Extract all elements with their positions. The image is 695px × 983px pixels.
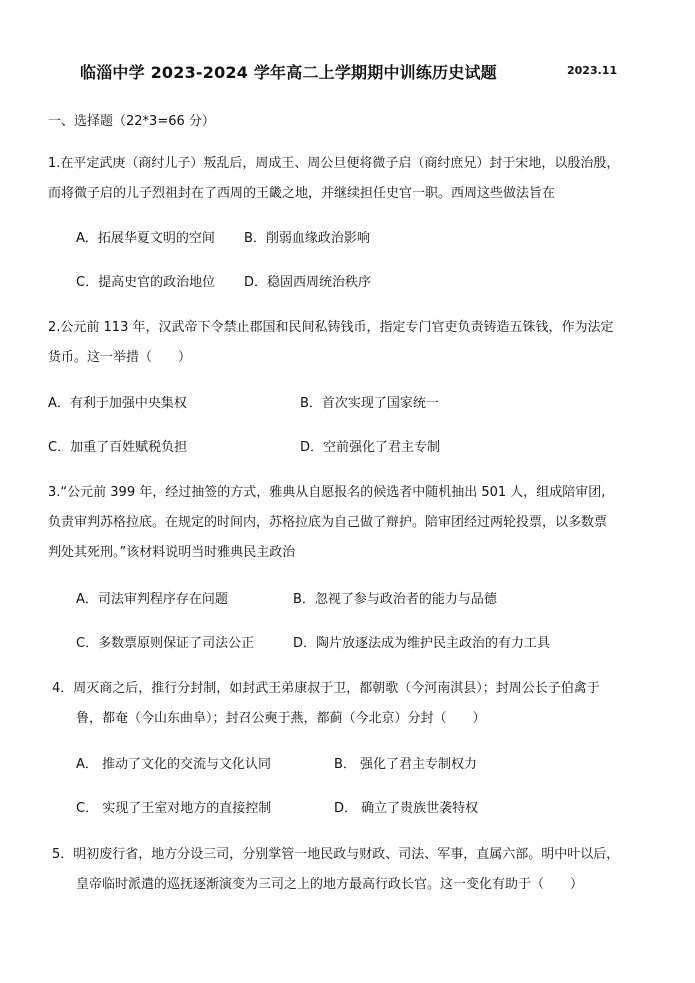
- header: [80, 60, 640, 84]
- question-3-option-c: C．多数票原则保证了司法公正: [76, 636, 255, 651]
- question-4-line-2: 鲁，都奄（今山东曲阜）；封召公奭于燕，都蓟（今北京）分封（ ）: [76, 711, 486, 726]
- question-1-option-b: B．削弱血缘政治影响: [244, 231, 370, 246]
- question-4-option-d: D． 确立了贵族世袭特权: [334, 801, 479, 816]
- question-1-option-a: A．拓展华夏文明的空间: [76, 231, 215, 246]
- question-1-option-c: C．提高史官的政治地位: [76, 275, 216, 290]
- exam-title: 临淄中学 2023-2024 学年高二上学期期中训练历史试题: [80, 63, 497, 82]
- question-5-line-1: 5．明初废行省，地方分设三司，分别掌管一地民政与财政、司法、军事，直属六部。明中叶以后，: [52, 847, 620, 862]
- question-1-line-1: 1.在平定武庚（商纣儿子）叛乱后，周成王、周公旦便将微子启（商纣庶兄）封于宋地，以殷治殷，: [48, 156, 620, 171]
- question-3-option-d: D．陶片放逐法成为维护民主政治的有力工具: [293, 636, 551, 651]
- section-heading: 一、选择题（22*3=66 分）: [48, 114, 215, 129]
- question-2-option-d: D．空前强化了君主专制: [300, 440, 441, 455]
- question-4-line-1: 4．周灭商之后，推行分封制，如封武王弟康叔于卫，都朝歌（今河南淇县）；封周公长子伯禽于: [52, 681, 600, 696]
- question-2-line-2: 货币。这一举措（ ）: [48, 350, 192, 365]
- question-3-line-3: 判处其死刑。”该材料说明当时雅典民主政治: [48, 545, 296, 560]
- question-3-option-a: A．司法审判程序存在问题: [76, 592, 228, 607]
- question-3-option-b: B．忽视了参与政治者的能力与品德: [293, 592, 497, 607]
- question-1-option-d: D．稳固西周统治秩序: [244, 275, 372, 290]
- question-3-line-2: 负责审判苏格拉底。在规定的时间内，苏格拉底为自己做了辩护。陪审团经过两轮投票，以多数票: [48, 515, 608, 530]
- exam-date: 2023.11: [567, 64, 618, 77]
- question-4-option-b: B． 强化了君主专制权力: [334, 757, 478, 772]
- question-2-option-b: B．首次实现了国家统一: [300, 396, 439, 411]
- question-2-option-a: A．有利于加强中央集权: [48, 396, 187, 411]
- question-1-line-2: 而将微子启的儿子烈祖封在了西周的王畿之地，并继续担任史官一职。西周这些做法旨在: [48, 186, 556, 201]
- question-4-option-a: A． 推动了文化的交流与文化认同: [76, 757, 272, 772]
- question-4-option-c: C． 实现了王室对地方的直接控制: [76, 801, 272, 816]
- question-5-line-2: 皇帝临时派遣的巡抚逐渐演变为三司之上的地方最高行政长官。这一变化有助于（ ）: [76, 877, 584, 892]
- question-3-line-1: 3.“公元前 399 年，经过抽签的方式，雅典从自愿报名的候选者中随机抽出 501 人，组成陪审团,: [48, 485, 606, 500]
- question-2-line-1: 2.公元前 113 年，汉武帝下令禁止郡国和民间私铸钱币，指定专门官吏负责铸造五铢钱，作为法定: [48, 320, 614, 335]
- question-2-option-c: C．加重了百姓赋税负担: [48, 440, 188, 455]
